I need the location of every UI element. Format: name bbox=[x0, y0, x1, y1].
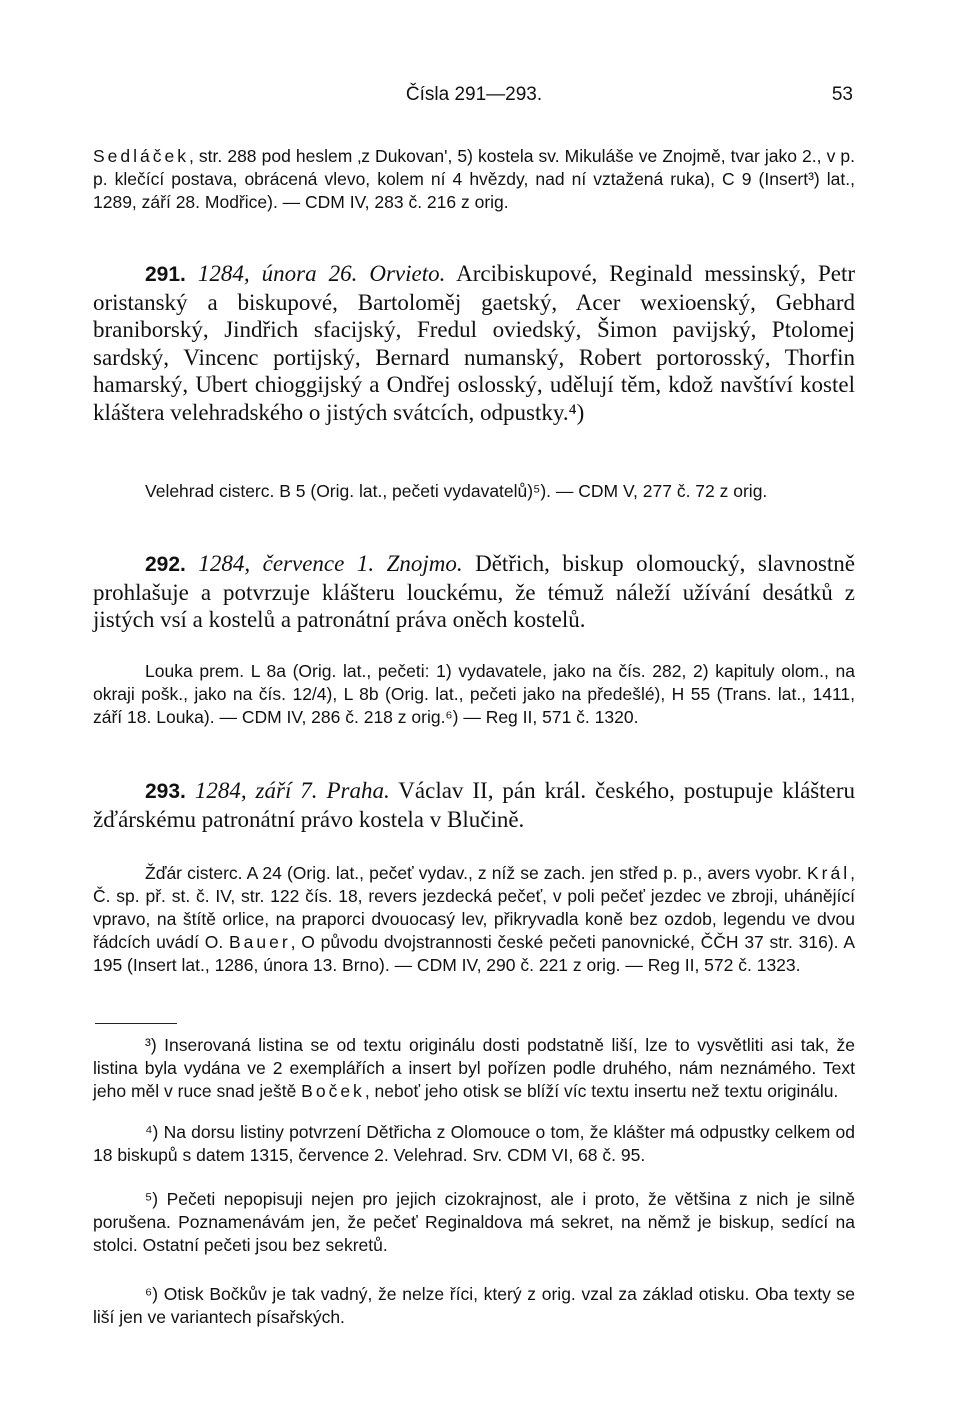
intro-author: Sedláček bbox=[93, 146, 189, 166]
footnote-3-mark: ³) bbox=[145, 1035, 157, 1055]
intro-text: , str. 288 pod heslem ‚z Dukovan', 5) kostela sv. Mikuláše ve Znojmě, tvar jako 2., v p. p. klečící postava, obrácená vlevo, kolem ní 4 hvězdy, nad ní vztažená ruka), C 9 (Insert³) lat., 1289, září 28. Modřice). — CDM IV, 283 č. 216 z orig. bbox=[93, 146, 855, 212]
footnote-6-text: Otisk Bočkův je tak vadný, že nelze říci, který z orig. vzal za základ otisku. Oba texty se liší jen ve variantech písařských. bbox=[93, 1284, 856, 1327]
entry-292-note: Louka prem. L 8a (Orig. lat., pečeti: 1) vydavatele, jako na čís. 282, 2) kapituly olom., na okraji pošk., jako na čís. 12/4), L 8b (Orig. lat., pečeti jako na předešlé), H 55 (Trans. lat., 1411, září 18. Louka). — CDM IV, 286 č. 218 z orig.⁶) — Reg II, 571 č. 1320. bbox=[93, 661, 855, 727]
footnote-5 bbox=[93, 1188, 855, 1257]
intro-paragraph bbox=[93, 145, 855, 214]
footnote-3-bocek: Boček bbox=[301, 1081, 365, 1101]
header-title: Čísla 291—293. bbox=[405, 84, 543, 105]
entry-293-note bbox=[93, 862, 855, 977]
entry-293-note-kral: Král bbox=[807, 863, 851, 883]
footnote-4-text: Na dorsu listiny potvrzení Dětřicha z Olomouce o tom, že klášter má odpustky celkem od 18 biskupů s datem 1315, července 2. Velehrad. Srv. CDM VI, 68 č. 95. bbox=[93, 1122, 855, 1165]
footnote-3 bbox=[93, 1034, 855, 1103]
footnote-6-mark: ⁶) bbox=[145, 1284, 159, 1304]
footnote-4-mark: ⁴) bbox=[145, 1122, 159, 1142]
entry-292-number: 292. bbox=[145, 553, 186, 576]
entry-293-text: Václav II, pán král. českého, postupuje klášteru žďárskému patronátní právo kostela v Blučině. bbox=[93, 778, 856, 832]
entry-292-date-place: 1284, července 1. Znojmo. bbox=[198, 551, 463, 576]
running-header bbox=[93, 84, 855, 114]
entry-291-date-place: 1284, února 26. Orvieto. bbox=[197, 261, 446, 286]
footnote-3-text-b: , neboť jeho otisk se blíží víc textu insertu než textu originálu. bbox=[364, 1081, 839, 1101]
entry-293-body bbox=[93, 777, 855, 833]
entry-293-note-bauer: Bauer bbox=[228, 932, 291, 952]
entry-293-date-place: 1284, září 7. Praha. bbox=[194, 778, 390, 803]
footnote-4 bbox=[93, 1121, 855, 1167]
footnote-separator bbox=[95, 1023, 177, 1024]
entry-291-text: Arcibiskupové, Reginald messinský, Petr oristanský a biskupové, Bartoloměj gaetský, Acer wexioenský, Gebhard braniborský, Jindřich sfacijský, Fredul oviedský, Šimon pavijský, Ptolomej sardský, Vincenc portijský, Bernard numanský, Robert portorosský, Thorfin hamarský, Ubert chioggijský a Ondřej oslosský, udělují těm, kdož navštíví kostel kláštera velehradského o jistých svátcích, odpustky.⁴) bbox=[93, 261, 855, 425]
entry-293-note-part3: , O původu dvojstrannosti české pečeti panovnické, ČČH 37 str. 316). A 195 (Insert lat., 1286, února 13. Brno). — CDM IV, 290 č. 221 z orig. — Reg II, 572 č. 1323. bbox=[93, 932, 855, 975]
entry-291-body bbox=[93, 260, 855, 426]
footnote-5-text: Pečeti nepopisuji nejen pro jejich cizokrajnost, ale i proto, že většina z nich je silně porušena. Poznamenávám jen, že pečeť Reginaldova má sekret, na němž je biskup, sedící na stolci. Ostatní pečeti jsou bez sekretů. bbox=[93, 1189, 855, 1255]
page-number: 53 bbox=[831, 84, 853, 105]
entry-291-note: Velehrad cisterc. B 5 (Orig. lat., pečeti vydavatelů)⁵). — CDM V, 277 č. 72 z orig. bbox=[145, 481, 768, 501]
footnote-3-text-a: Inserovaná listina se od textu originálu dosti podstatně liší, lze to vysvětliti asi tak, že listina byla vydána ve 2 exemplářích a insert byl pořízen podle druhého, nám neznámého. Text jeho měl v ruce snad ještě bbox=[93, 1035, 855, 1101]
entry-291-number: 291. bbox=[145, 263, 186, 286]
entry-292-text: Dětřich, biskup olomoucký, slavnostně prohlašuje a potvrzuje klášteru louckému, že témuž náleží užívání desátků z jistých vsí a kostelů a patronátní práva oněch kostelů. bbox=[93, 551, 855, 632]
footnote-6 bbox=[93, 1283, 855, 1329]
entry-293-note-part2: , Č. sp. př. st. č. IV, str. 122 čís. 18, revers jezdecká pečeť, v poli pečeť jezdec ve zbroji, uhánějící vpravo, na štítě orlice, na praporci dvouocasý lev, přikryvadla koně bez ozdob, legendu ve dvou řádcích uvádí O. bbox=[93, 863, 855, 952]
entry-292-body bbox=[93, 550, 855, 634]
footnote-5-mark: ⁵) bbox=[145, 1189, 159, 1209]
entry-293-note-part1: Žďár cisterc. A 24 (Orig. lat., pečeť vydav., z níž se zach. jen střed p. p., avers vyobr. bbox=[145, 863, 807, 883]
entry-293-number: 293. bbox=[145, 780, 186, 803]
